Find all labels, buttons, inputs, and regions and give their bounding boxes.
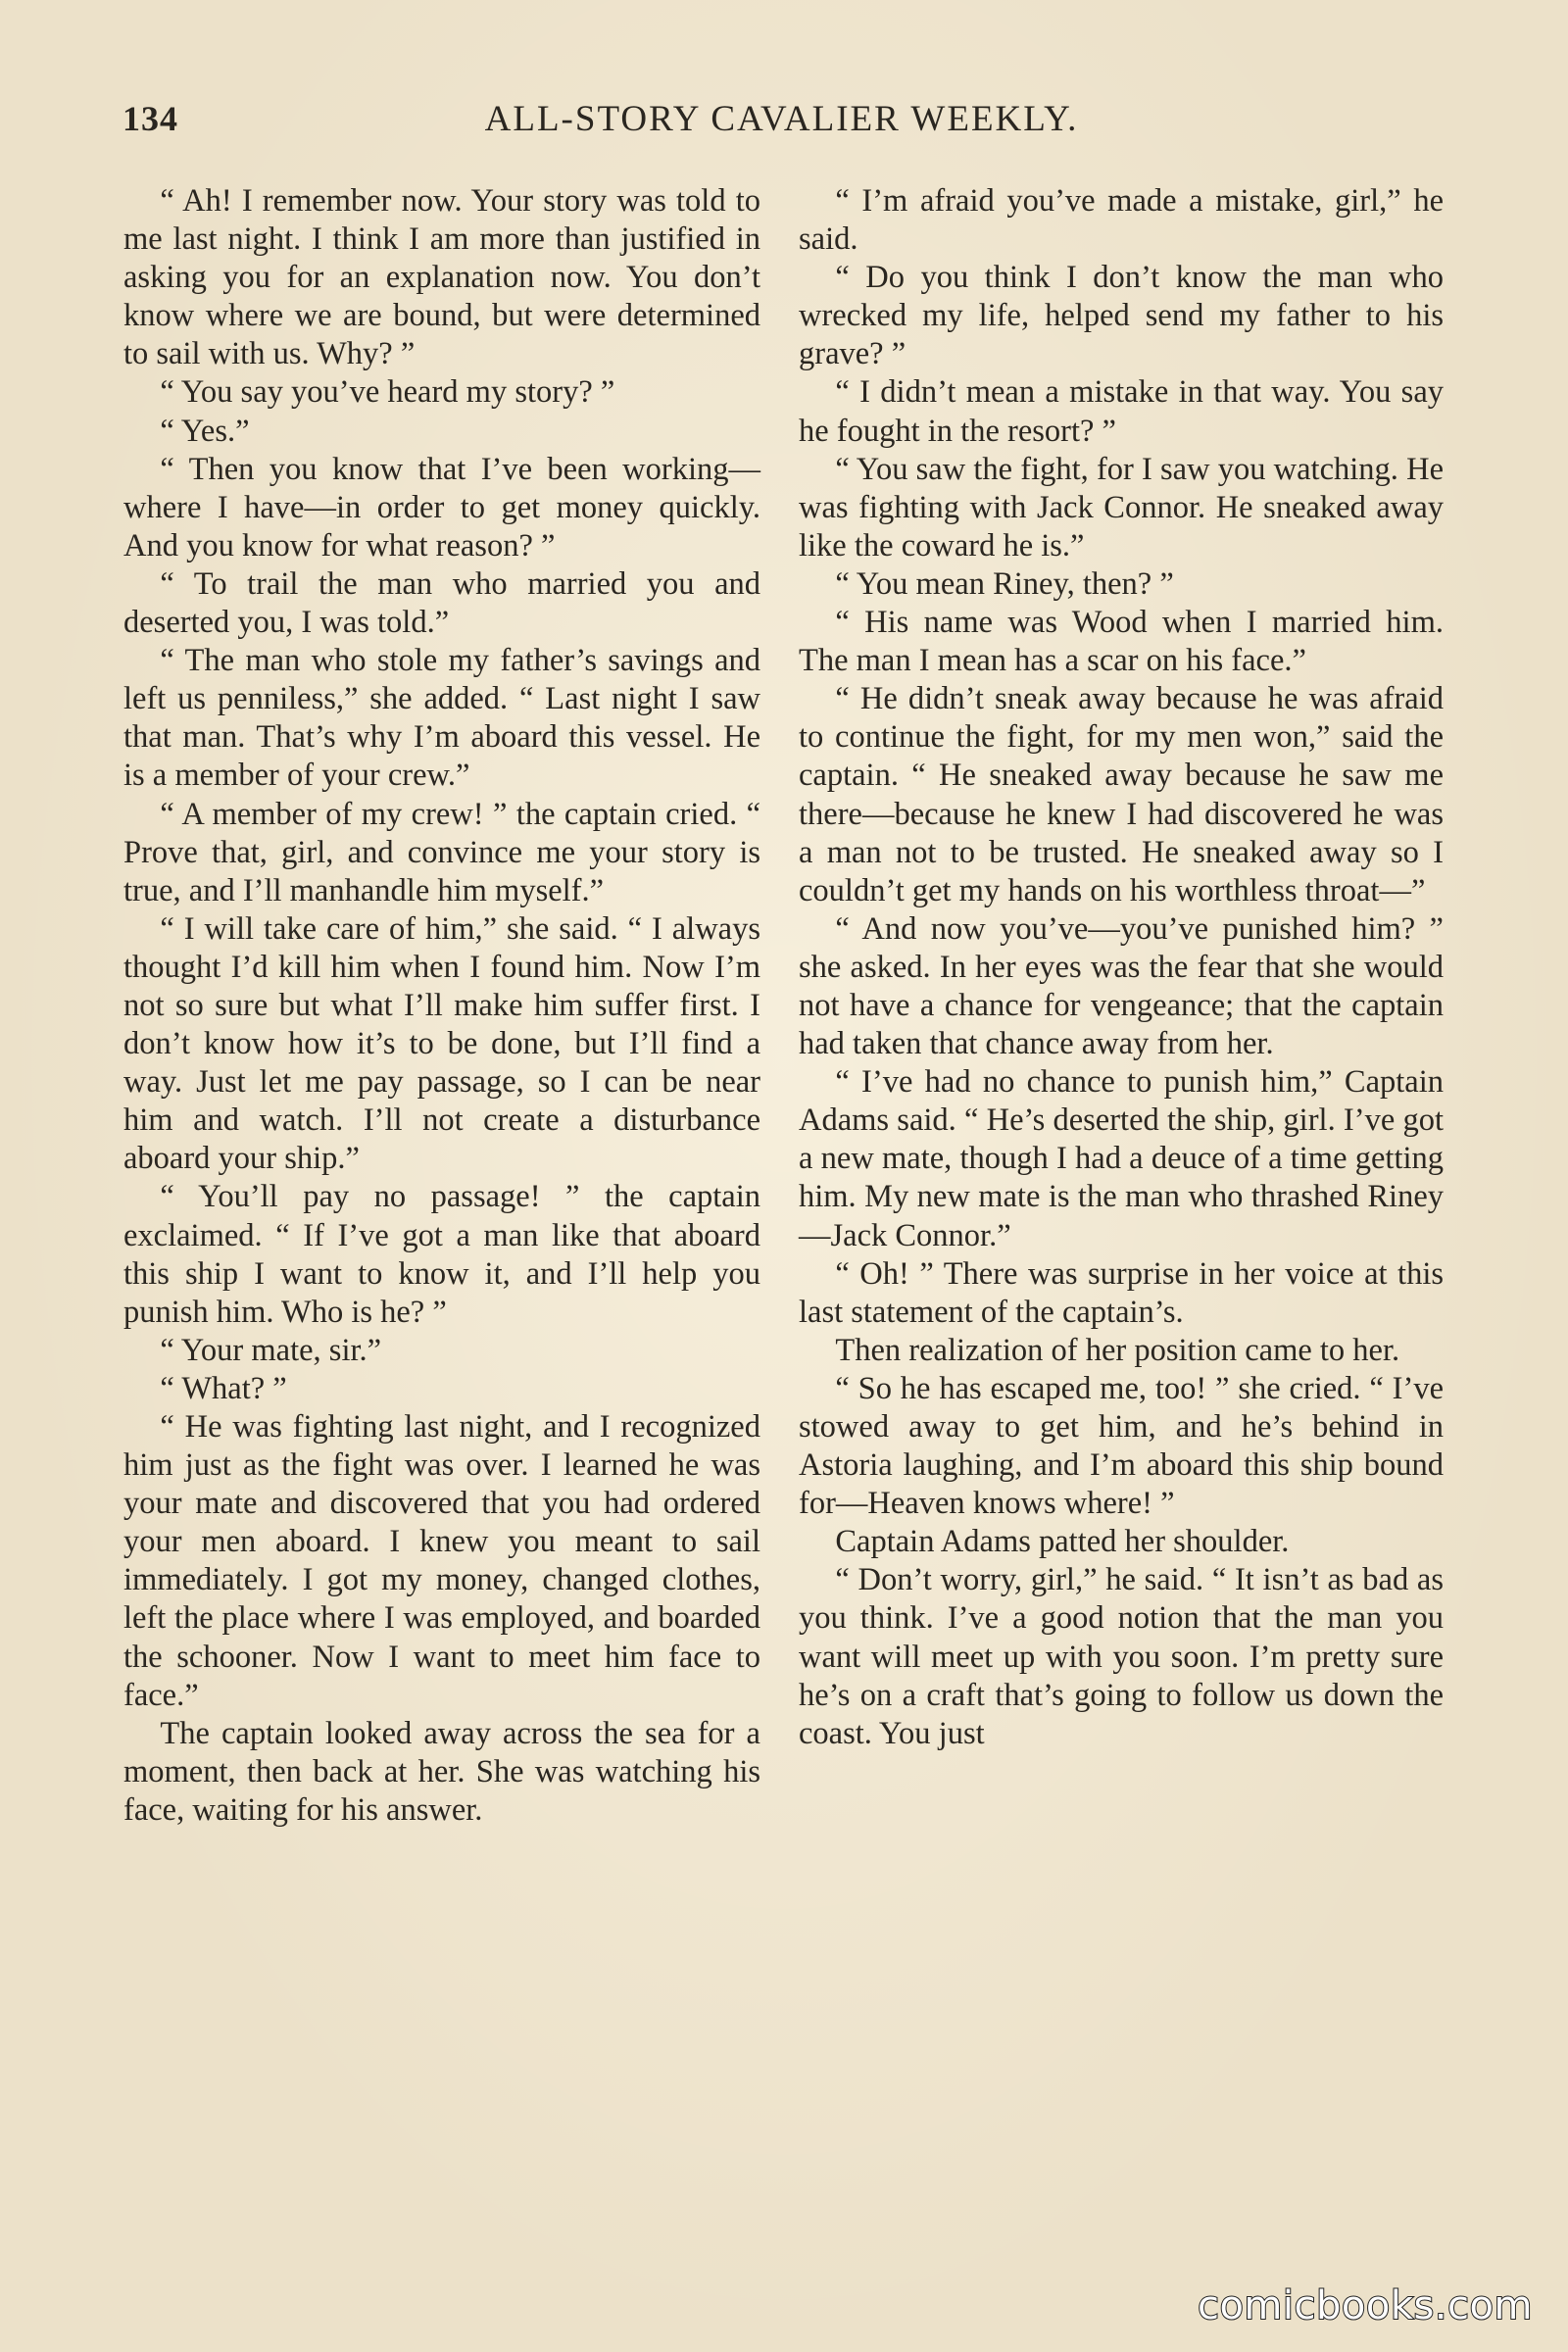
paragraph: “ A member of my crew! ” the captain cried. “ Prove that, girl, and convince me your story is true, and I’ll manhandle him myself.”	[123, 796, 760, 908]
paragraph: “ You saw the fight, for I saw you watching. He was fighting with Jack Connor. He sneaked away like the coward he is.”	[799, 451, 1444, 564]
right-column	[799, 182, 1444, 1753]
paragraph: Captain Adams patted her shoulder.	[835, 1524, 1290, 1560]
paragraph: “ Ah! I remember now. Your story was told to me last night. I think I am more than justified in asking you for an explanation now. You don’t know where we are bound, but were determined to sail with us. Why? ”	[123, 183, 760, 372]
paragraph: “ He didn’t sneak away because he was afraid to continue the fight, for my men won,” said the captain. “ He sneaked away because he saw me there—because he knew I had discovered he was a man not to be trusted. He sneaked away so I couldn’t get my hands on his worthless throat—”	[799, 681, 1444, 908]
paragraph: “ Yes.”	[160, 413, 250, 449]
paragraph: “ What? ”	[160, 1370, 287, 1406]
paragraph: “ I will take care of him,” she said. “ I always thought I’d kill him when I found him. Now I’m not so sure but what I’ll make him suffer first. I don’t know how it’s to be done, but I’ll find a way. Just let me pay passage, so I can be near him and watch. I’ll not create a disturbance aboard your ship.”	[123, 910, 760, 1177]
paragraph: “ He was fighting last night, and I recognized him just as the fight was over. I learned he was your mate and discovered that you had ordered your men aboard. I knew you meant to sail immediately. I got my money, changed clothes, left the place where I was employed, and boarded the schooner. Now I want to meet him face to face.”	[123, 1409, 760, 1713]
paragraph: “ I’ve had no chance to punish him,” Captain Adams said. “ He’s deserted the ship, girl. I’ve got a new mate, though I had a deuce of a time getting him. My new mate is the man who thrashed Riney—Jack Connor.”	[799, 1064, 1444, 1253]
paragraph: “ Your mate, sir.”	[160, 1332, 382, 1368]
paragraph: “ The man who stole my father’s savings and left us penniless,” she added. “ Last night I saw that man. That’s why I’m aboard this vessel. He is a member of your crew.”	[123, 643, 760, 794]
paragraph: Then realization of her position came to her.	[835, 1332, 1400, 1368]
paragraph: “ You say you’ve heard my story? ”	[160, 374, 615, 411]
paragraph: “ To trail the man who married you and deserted you, I was told.”	[123, 565, 760, 641]
paragraph: The captain looked away across the sea for a moment, then back at her. She was watching his face, waiting for his answer.	[123, 1715, 760, 1828]
paragraph: “ Don’t worry, girl,” he said. “ It isn’t as bad as you think. I’ve a good notion that the man you want will meet up with you soon. I’m pretty sure he’s on a craft that’s going to follow us down the coast. You just	[799, 1562, 1444, 1751]
left-column	[123, 182, 760, 1830]
running-title: ALL-STORY CAVALIER WEEKLY.	[484, 99, 1079, 139]
paragraph: “ Do you think I don’t know the man who wrecked my life, helped send my father to his grave? ”	[799, 260, 1444, 372]
paragraph: “ You mean Riney, then? ”	[835, 565, 1174, 602]
watermark: comicbooks.com	[1197, 2283, 1533, 2328]
paragraph: “ I’m afraid you’ve made a mistake, girl,” he said.	[799, 183, 1444, 258]
paragraph: “ So he has escaped me, too! ” she cried. “ I’ve stowed away to get him, and he’s behind in Astoria laughing, and I’m aboard this ship bound for—Heaven knows where! ”	[799, 1370, 1444, 1522]
paragraph: “ Then you know that I’ve been working—where I have—in order to get money quickly. And you know for what reason? ”	[123, 451, 760, 564]
paragraph: “ Oh! ” There was surprise in her voice at this last statement of the captain’s.	[799, 1255, 1444, 1330]
paragraph: “ I didn’t mean a mistake in that way. You say he fought in the resort? ”	[799, 374, 1444, 449]
paragraph: “ And now you’ve—you’ve punished him? ” she asked. In her eyes was the fear that she would not have a chance for vengeance; that the captain had taken that chance away from her.	[799, 910, 1444, 1062]
page-header	[122, 98, 1441, 157]
page-number: 134	[122, 99, 178, 138]
paragraph: “ His name was Wood when I married him. The man I mean has a scar on his face.”	[799, 605, 1444, 679]
paragraph: “ You’ll pay no passage! ” the captain exclaimed. “ If I’ve got a man like that aboard this ship I want to know it, and I’ll help you punish him. Who is he? ”	[123, 1179, 760, 1330]
